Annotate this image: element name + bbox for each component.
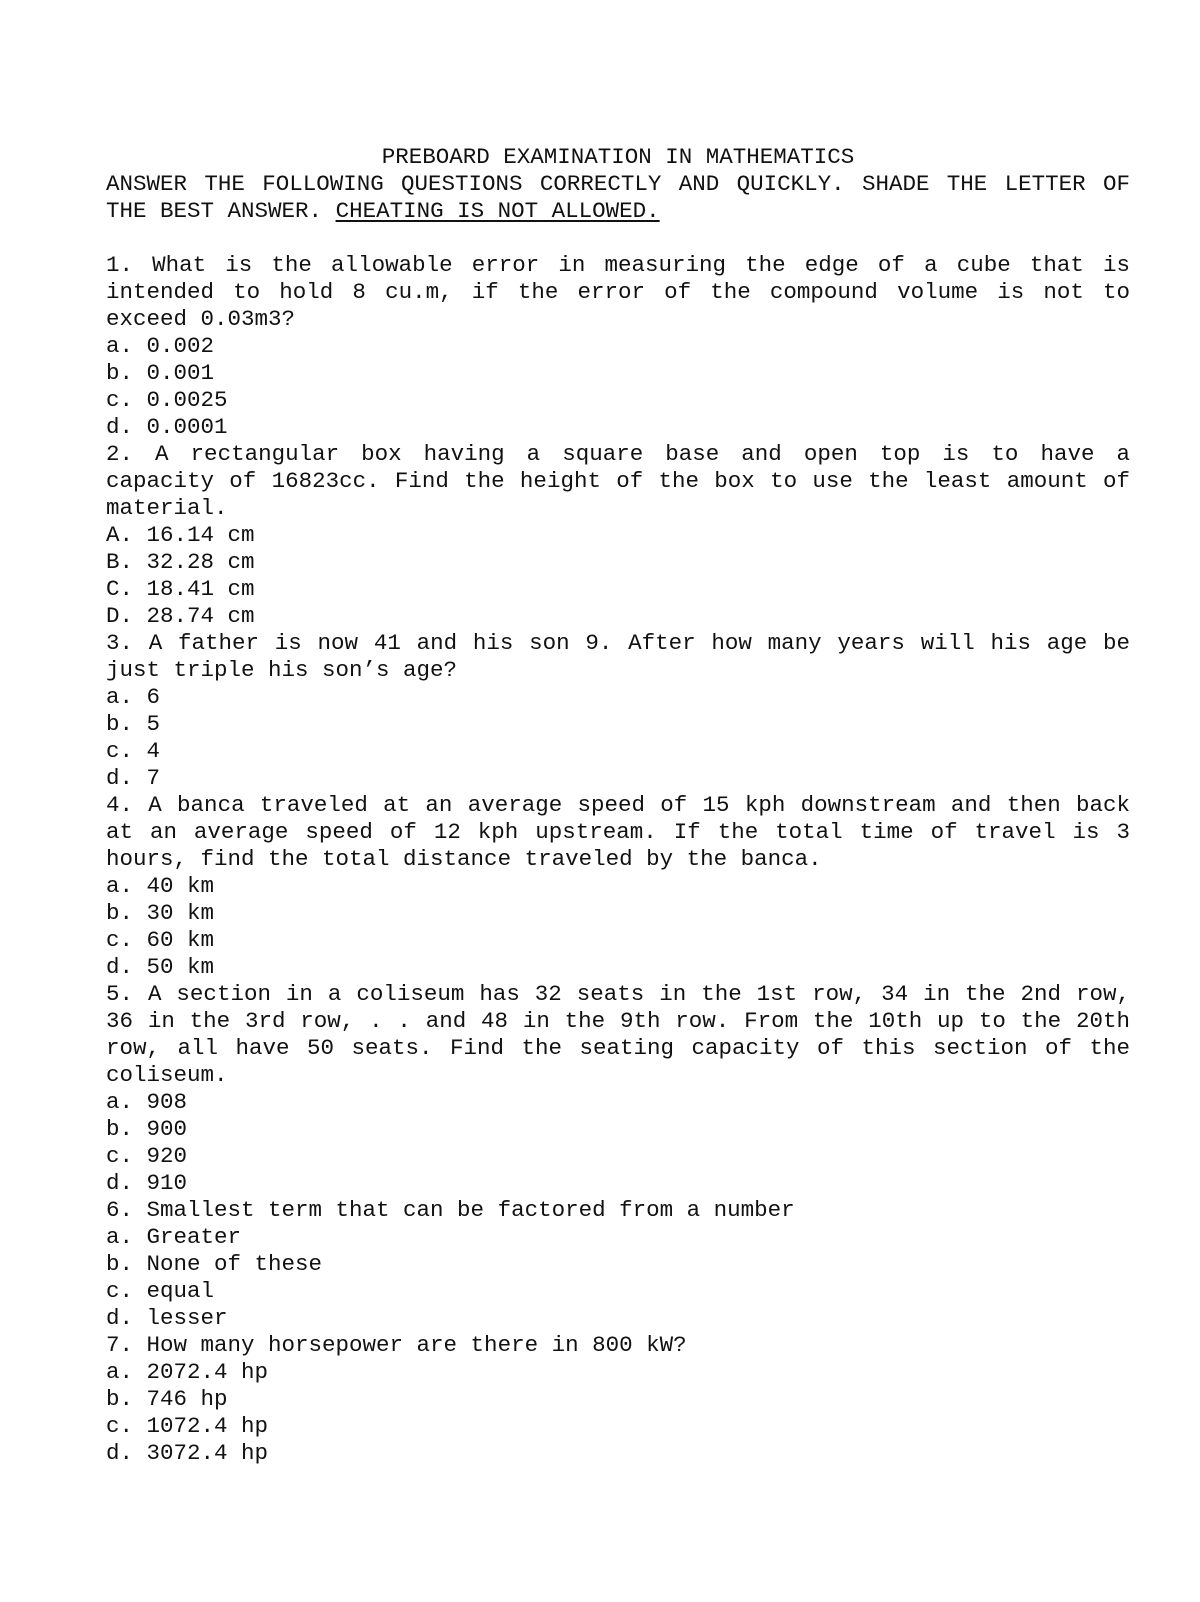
cheating-warning: CHEATING IS NOT ALLOWED. — [335, 198, 660, 224]
question-6 — [106, 1197, 1130, 1332]
question-text: 5. A section in a coliseum has 32 seats in the 1st row, 34 in the 2nd row, 36 in the 3rd row, . . and 48 in the 9th row. From the 10th up to the 20th row, all have 50 seats. Find the seating capacity of this section of the coliseum. — [106, 981, 1130, 1088]
answer-option: d. 910 — [106, 1170, 188, 1196]
answer-option: b. 746 hp — [106, 1386, 228, 1412]
question-text: 4. A banca traveled at an average speed of 15 kph downstream and then back at an average speed of 12 kph upstream. If the total time of travel is 3 hours, find the total distance traveled by the banca. — [106, 792, 1130, 872]
question-5 — [106, 981, 1130, 1197]
answer-option: a. 40 km — [106, 873, 215, 899]
question-7 — [106, 1332, 1130, 1467]
answer-option: d. 3072.4 hp — [106, 1440, 269, 1466]
answer-option: a. 0.002 — [106, 333, 215, 359]
answer-option: a. 908 — [106, 1089, 188, 1115]
answer-option: d. 0.0001 — [106, 414, 228, 440]
answer-option: a. Greater — [106, 1224, 242, 1250]
answer-option: d. 50 km — [106, 954, 215, 980]
exam-instructions — [106, 171, 1130, 225]
exam-title: PREBOARD EXAMINATION IN MATHEMATICS — [381, 144, 855, 170]
question-3 — [106, 630, 1130, 792]
answer-option: c. 4 — [106, 738, 161, 764]
answer-option: B. 32.28 cm — [106, 549, 255, 575]
question-text: 2. A rectangular box having a square base and open top is to have a capacity of 16823cc. Find the height of the box to use the least amount of material. — [106, 441, 1130, 521]
answer-option: a. 2072.4 hp — [106, 1359, 269, 1385]
answer-option: A. 16.14 cm — [106, 522, 255, 548]
answer-option: c. equal — [106, 1278, 215, 1304]
question-4 — [106, 792, 1130, 981]
answer-option: b. None of these — [106, 1251, 323, 1277]
answer-option: b. 900 — [106, 1116, 188, 1142]
question-text: 7. How many horsepower are there in 800 kW? — [106, 1332, 687, 1358]
answer-option: a. 6 — [106, 684, 161, 710]
answer-option: c. 60 km — [106, 927, 215, 953]
answer-option: d. 7 — [106, 765, 161, 791]
answer-option: c. 0.0025 — [106, 387, 228, 413]
answer-option: b. 5 — [106, 711, 161, 737]
answer-option: C. 18.41 cm — [106, 576, 255, 602]
answer-option: d. lesser — [106, 1305, 228, 1331]
question-2 — [106, 441, 1130, 630]
answer-option: c. 920 — [106, 1143, 188, 1169]
question-text: 1. What is the allowable error in measuring the edge of a cube that is intended to hold 8 cu.m, if the error of the compound volume is not to exceed 0.03m3? — [106, 252, 1130, 332]
answer-option: c. 1072.4 hp — [106, 1413, 269, 1439]
question-1 — [106, 252, 1130, 441]
question-text: 3. A father is now 41 and his son 9. After how many years will his age be just triple his son’s age? — [106, 630, 1130, 683]
answer-option: D. 28.74 cm — [106, 603, 255, 629]
instructions-text: ANSWER THE FOLLOWING QUESTIONS CORRECTLY AND QUICKLY. SHADE THE LETTER OF THE BEST ANSWER. — [106, 171, 1130, 224]
exam-page — [106, 144, 1130, 1467]
answer-option: b. 30 km — [106, 900, 215, 926]
question-text: 6. Smallest term that can be factored from a number — [106, 1197, 795, 1223]
answer-option: b. 0.001 — [106, 360, 215, 386]
